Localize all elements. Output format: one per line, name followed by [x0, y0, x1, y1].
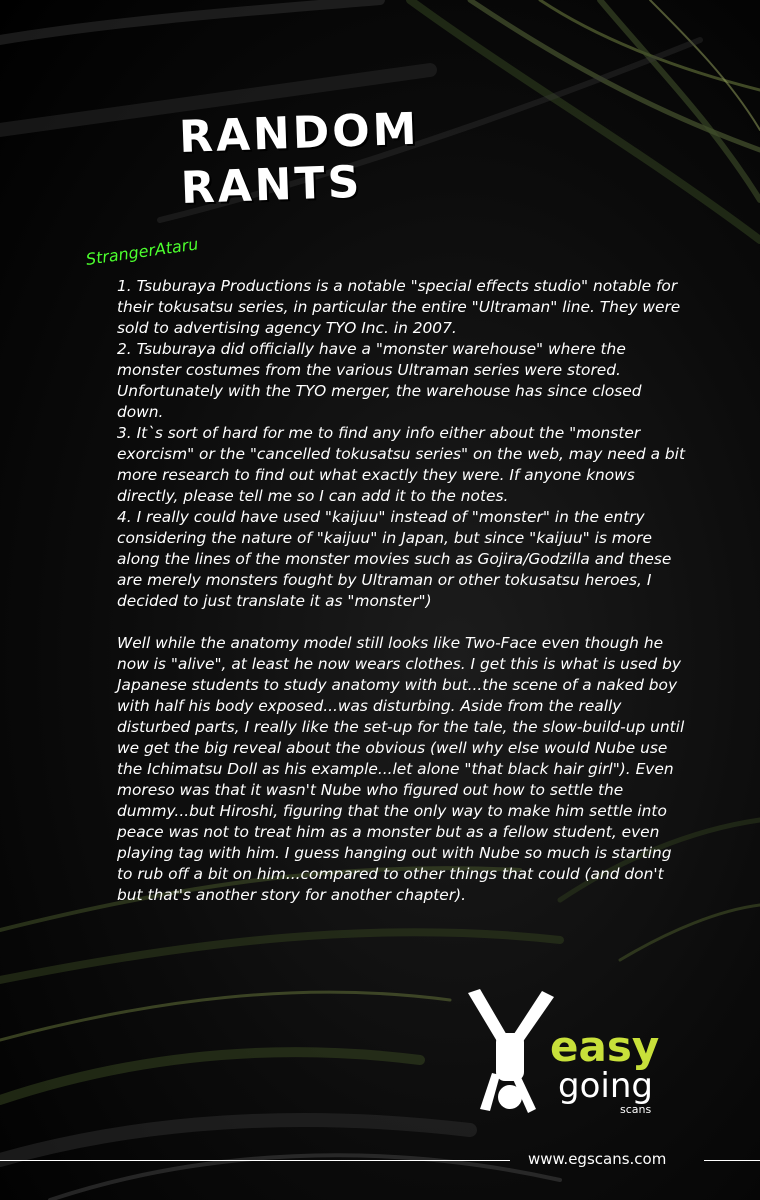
logo-word-scans: scans	[620, 1103, 652, 1116]
notes-body	[117, 276, 690, 906]
handstand-figure-icon	[468, 989, 554, 1113]
footer-rule-left	[0, 1160, 510, 1161]
author-name: StrangerAtaru	[84, 234, 200, 269]
website-link[interactable]: www.egscans.com	[528, 1150, 667, 1168]
note-item: 3. It`s sort of hard for me to find any info either about the "monster exorcism" or the "cancelled tokusatsu series" on the web, may need a bit more research to find out what exactly they were. If anyone knows directly, please tell me so I can add it to the notes.	[117, 424, 690, 505]
note-item: 1. Tsuburaya Productions is a notable "special effects studio" notable for their tokusatsu series, in particular the entire "Ultraman" line. They were sold to advertising agency TYO Inc. in 2007.	[117, 277, 686, 337]
footer-rule-right	[704, 1160, 760, 1161]
rant-paragraph: Well while the anatomy model still looks like Two-Face even though he now is "alive", at least he now wears clothes. I get this is what is used by Japanese students to study anatomy with but...the scene of a naked boy with half his body exposed...was disturbing. Aside from the really disturbed parts, I really like the set-up for the tale, the slow-build-up until we get the big reveal about the obvious (well why else would Nube use the Ichimatsu Doll as his example...let alone "that black hair girl"). Even moreso was that it wasn't Nube who figured out how to settle the dummy...but Hiroshi, figuring that the only way to make him settle into peace was not to treat him as a monster but as a fellow student, even playing tag with him. I guess hanging out with Nube so much is starting to rub off a bit on him...compared to other things that could (and don't but that's another story for another chapter).	[117, 634, 690, 904]
paragraph-gap	[117, 612, 687, 633]
logo-word-easy: easy	[550, 1022, 660, 1071]
page-title: RANDOM RANTS	[178, 103, 421, 214]
scanlator-logo	[450, 985, 690, 1125]
note-item: 2. Tsuburaya did officially have a "monster warehouse" where the monster costumes from the various Ultraman series were stored. Unfortunately with the TYO merger, the warehouse has since closed down.	[117, 340, 647, 421]
note-item: 4. I really could have used "kaijuu" instead of "monster" in the entry considering the nature of "kaijuu" in Japan, but since "kaijuu" is more along the lines of the monster movies such as Gojira/Godzilla and these are merely monsters fought by Ultraman or other tokusatsu heroes, I decided to just translate it as "monster")	[117, 508, 677, 610]
logo-word-going: going	[558, 1066, 653, 1106]
